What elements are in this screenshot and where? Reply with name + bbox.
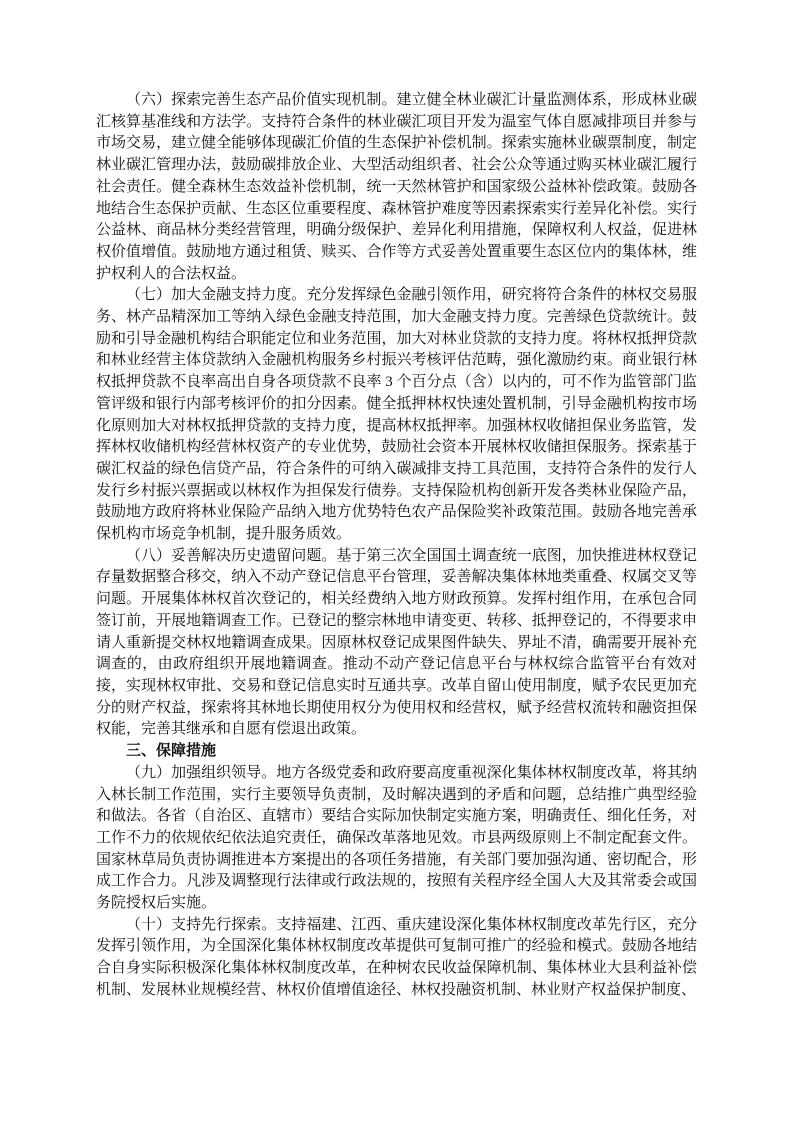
section-heading-3-safeguard-measures: 三、保障措施 — [126, 743, 217, 760]
paragraph-item-8-historical-issues: （八）妥善解决历史遗留问题。基于第三次全国国土调查统一底图，加快推进林权登记存量数据整合移交，纳入不动产登记信息平台管理，妥善解决集体林地类重叠、权属交叉等问题。开展集体林权首次登记的，相关经费纳入地方财政预算。发挥村组作用，在承包合同签订前，开展地籍调查工作。已登记的整宗林地申请变更、转移、抵押登记的，不得要求申请人重新提交林权地籍调查成果。因原林权登记成果图件缺失、界址不清，确需要开展补充调查的，由政府组织开展地籍调查。推动不动产登记信息平台与林权综合监管平台有效对接，实现林权审批、交易和登记信息实时互通共享。改革自留山使用制度，赋予农民更加充分的财产权益，探索将其林地长期使用权分为使用权和经营权，赋予经营权流转和融资担保权能，完善其继承和自愿有偿退出政策。 — [96, 547, 697, 738]
paragraph-item-10-pilot-exploration: （十）支持先行探索。支持福建、江西、重庆建设深化集体林权制度改革先行区，充分发挥引领作用，为全国深化集体林权制度改革提供可复制可推广的经验和模式。鼓励各地结合自身实际积极深化集体林权制度改革，在种树农民收益保障机制、集体林业大县利益补偿机制、发展林业规模经营、林权价值增值途径、林权投融资机制、林业财产权益保护制度、 — [96, 916, 697, 998]
paragraph-item-9-organizational-leadership: （九）加强组织领导。地方各级党委和政府要高度重视深化集体林权制度改革，将其纳入林长制工作范围，实行主要领导负责制，及时解决遇到的矛盾和问题，总结推广典型经验和做法。各省（自治区、直辖市）要结合实际加快制定实施方案，明确责任、细化任务，对工作不力的依规依纪依法追究责任，确保改革落地见效。市县两级原则上不制定配套文件。国家林草局负责协调推进本方案提出的各项任务措施，有关部门要加强沟通、密切配合，形成工作合力。凡涉及调整现行法律或行政法规的，按照有关程序经全国人大及其常委会或国务院授权后实施。 — [96, 764, 697, 912]
paragraph-item-6-ecological-product-value: （六）探索完善生态产品价值实现机制。建立健全林业碳汇计量监测体系，形成林业碳汇核算基准线和方法学。支持符合条件的林业碳汇项目开发为温室气体自愿减排项目并参与市场交易，建立健全能够体现碳汇价值的生态保护补偿机制。探索实施林业碳票制度，制定林业碳汇管理办法，鼓励碳排放企业、大型活动组织者、社会公众等通过购买林业碳汇履行社会责任。健全森林生态效益补偿机制，统一天然林管护和国家级公益林补偿政策。鼓励各地结合生态保护贡献、生态区位重要程度、森林管护难度等因素探索实行差异化补偿。实行公益林、商品林分类经营管理，明确分级保护、差异化利用措施，保障权利人权益，促进林权价值增值。鼓励地方通过租赁、赎买、合作等方式妥善处置重要生态区位内的集体林，维护权利人的合法权益。 — [96, 92, 697, 282]
paragraph-item-7-financial-support: （七）加大金融支持力度。充分发挥绿色金融引领作用，研究将符合条件的林权交易服务、林产品精深加工等纳入绿色金融支持范围，加大金融支持力度。完善绿色贷款统计。鼓励和引导金融机构结合职能定位和业务范围，加大对林业贷款的支持力度。将林权抵押贷款和林业经营主体贷款纳入金融机构服务乡村振兴考核评估范畴，强化激励约束。商业银行林权抵押贷款不良率高出自身各项贷款不良率 3 个百分点（含）以内的，可不作为监管部门监管评级和银行内部考核评价的扣分因素。健全抵押林权快速处置机制，引导金融机构按市场化原则加大对林权抵押贷款的支持力度，提高林权抵押率。加强林权收储担保业务监管，发挥林权收储机构经营林权资产的专业优势，鼓励社会资本开展林权收储担保服务。探索基于碳汇权益的绿色信贷产品，符合条件的可纳入碳减排支持工具范围，支持符合条件的发行人发行乡村振兴票据或以林权作为担保发行债券。支持保险机构创新开发各类林业保险产品，鼓励地方政府将林业保险产品纳入地方优势特色农产品保险奖补政策范围。鼓励各地完善承保机构市场竞争机制，提升服务质效。 — [96, 287, 697, 543]
